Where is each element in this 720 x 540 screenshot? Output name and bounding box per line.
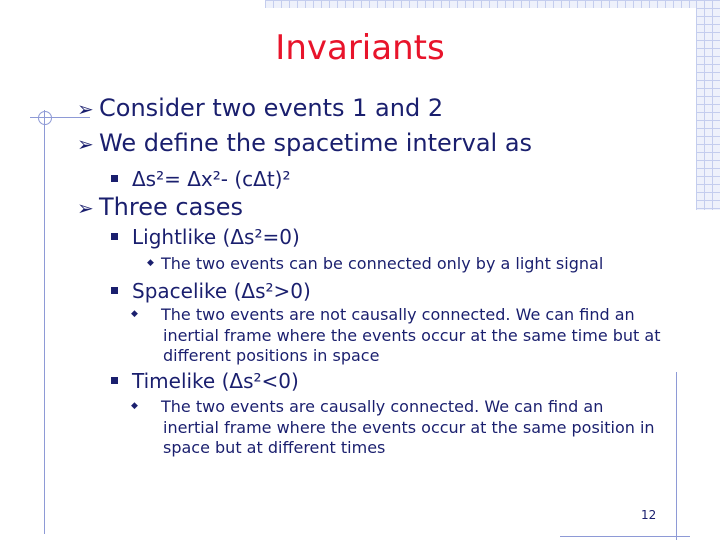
timelike-note: ◆ The two events are causally connected. We can find an inertial frame where the events occur at the same position in space but at different times [131, 397, 655, 457]
diamond-bullet-icon: ◆ [131, 400, 138, 411]
decorative-vertical-line [44, 110, 45, 534]
square-bullet-icon [111, 175, 118, 182]
decorative-grid-top [265, 0, 720, 8]
bullet-three-cases: ➢ Three cases [77, 193, 244, 221]
lightlike-note: ◆ The two events can be connected only by a light signal [147, 254, 604, 273]
arrow-bullet-icon: ➢ [77, 196, 94, 220]
arrow-bullet-icon: ➢ [77, 97, 94, 121]
square-bullet-icon [111, 287, 118, 294]
bullet-consider: ➢ Consider two events 1 and 2 [77, 94, 444, 122]
decorative-right-line [676, 372, 677, 540]
square-bullet-icon [111, 377, 118, 384]
slide-title: Invariants [275, 28, 445, 68]
diamond-bullet-icon: ◆ [147, 257, 154, 268]
decorative-bottom-line [560, 536, 690, 537]
case-lightlike: Lightlike (Δs²=0) [111, 225, 300, 249]
square-bullet-icon [111, 233, 118, 240]
case-timelike: Timelike (Δs²<0) [111, 369, 299, 393]
arrow-bullet-icon: ➢ [77, 132, 94, 156]
decorative-circle [38, 111, 52, 125]
bullet-define: ➢ We define the spacetime interval as [77, 129, 533, 157]
formula-item: Δs²= Δx²- (cΔt)² [111, 167, 291, 191]
page-number: 12 [641, 508, 657, 522]
spacelike-note: ◆ The two events are not causally connected. We can find an inertial frame where the events occur at the same time but at different positions in space [131, 305, 661, 365]
case-spacelike: Spacelike (Δs²>0) [111, 279, 311, 303]
diamond-bullet-icon: ◆ [131, 308, 138, 319]
